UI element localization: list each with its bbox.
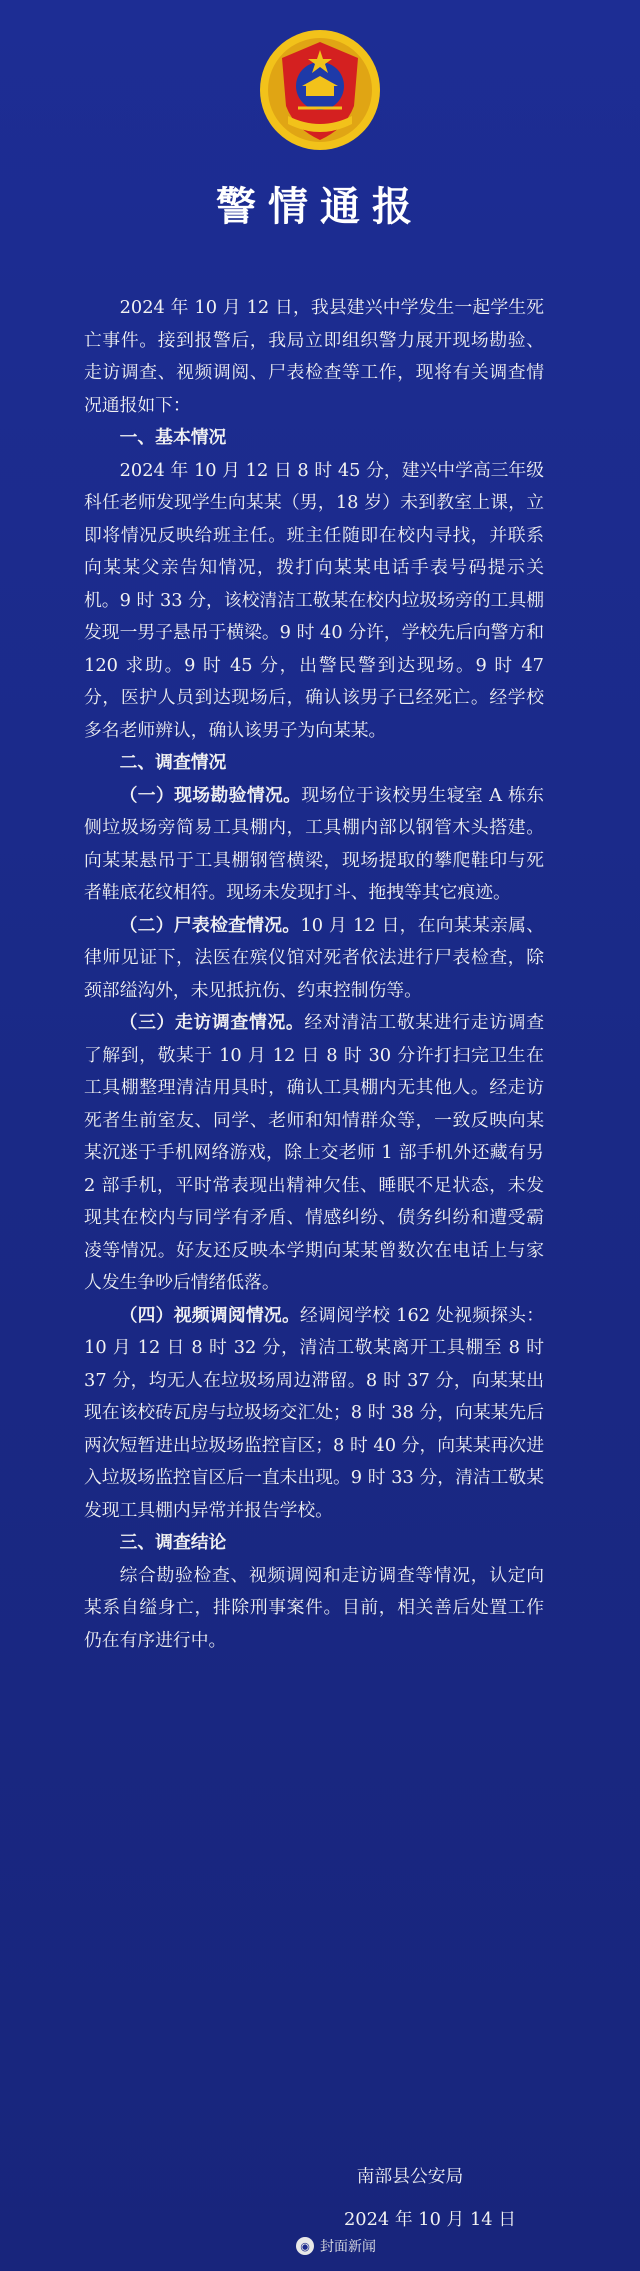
section-investigation-heading: 二、调查情况 (119, 752, 227, 773)
signature-date: 2024 年 10 月 14 日 (343, 2209, 517, 2230)
section-conclusion-text: 综合勘验检查、视频调阅和走访调查等情况，认定向某系自缢身亡，排除刑事案件。目前，相关善后处置工作仍在有序进行中。 (84, 1564, 544, 1651)
notice-title: 警情通报 (216, 184, 424, 230)
police-emblem-icon (258, 28, 382, 152)
investigation-item-text: 现场位于该校男生寝室 A 栋东侧垃圾场旁简易工具棚内，工具棚内部以钢管木头搭建。向某某悬吊于工具棚钢管横梁，现场提取的攀爬鞋印与死者鞋底花纹相符。现场未发现打斗、拖拽等其它痕迹。 (84, 784, 544, 903)
section-basic-text: 2024 年 10 月 12 日 8 时 45 分，建兴中学高三年级科任老师发现学生向某某（男，18 岁）未到教室上课，立即将情况反映给班主任。班主任随即在校内寻找，并联系向某某父亲告知情况，拨打向某某电话手表号码提示关机。9 时 33 分，该校清洁工敬某在校内垃圾场旁的工具棚发现一男子悬吊于横梁。9 时 40 分许，学校先后向警方和 120 求助。9 时 45 分，出警民警到达现场。9 时 47 分，医护人员到达现场后，确认该男子已经死亡。经学校多名老师辨认，确认该男子为向某某。 (84, 459, 544, 741)
signature-org: 南部县公安局 (356, 2166, 464, 2187)
investigation-item-3 (84, 1007, 544, 1300)
investigation-item-label: （三）走访调查情况。 (119, 1012, 305, 1033)
investigation-item-label: （四）视频调阅情况。 (119, 1304, 301, 1326)
investigation-item-text: 经对清洁工敬某进行走访调查了解到，敬某于 10 月 12 日 8 时 30 分许打扫完卫生在工具棚整理清洁用具时，确认工具棚内无其他人。经走访死者生前室友、同学、老师和知情群众等，一致反映向某某沉迷于手机网络游戏，除上交老师 1 部手机外还藏有另 2 部手机，平时常表现出精神欠佳、睡眠不足状态，未发现其在校内与同学有矛盾、情感纠纷、债务纠纷和遭受霸凌等情况。好友还反映本学期向某某曾数次在电话上与家人发生争吵后情绪低落。 (84, 1012, 544, 1293)
investigation-item-label: （一）现场勘验情况。 (119, 784, 302, 806)
section-basic-heading: 一、基本情况 (119, 427, 227, 448)
intro-paragraph: 2024 年 10 月 12 日，我县建兴中学发生一起学生死亡事件。接到报警后，我局立即组织警力展开现场勘验、走访调查、视频调阅、尸表检查等工作，现将有关调查情况通报如下： (84, 297, 544, 416)
watermark-text: 封面新闻 (320, 2239, 376, 2255)
investigation-item-text: 10 月 12 日，在向某某亲属、律师见证下，法医在殡仪馆对死者依法进行尸表检查，除颈部缢沟外，未见抵抗伤、约束控制伤等。 (84, 914, 544, 1001)
investigation-item-text: 经调阅学校 162 处视频探头：10 月 12 日 8 时 32 分，清洁工敬某离开工具棚至 8 时 37 分，均无人在垃圾场周边滞留。8 时 37 分，向某某出现在该校砖瓦房与垃圾场交汇处；8 时 38 分，向某某先后两次短暂进出垃圾场监控盲区；8 时 40 分，向某某再次进入垃圾场监控盲区后一直未出现。9 时 33 分，清洁工敬某发现工具棚内异常并报告学校。 (84, 1304, 544, 1521)
notice-body (84, 292, 544, 1657)
investigation-item-2 (84, 910, 544, 1008)
weibo-icon: ◉ (296, 2237, 314, 2255)
investigation-item-label: （二）尸表检查情况。 (119, 914, 301, 936)
investigation-item-4 (84, 1300, 544, 1528)
section-conclusion-heading: 三、调查结论 (119, 1532, 227, 1553)
source-watermark (296, 2236, 376, 2256)
investigation-item-1 (84, 780, 544, 910)
